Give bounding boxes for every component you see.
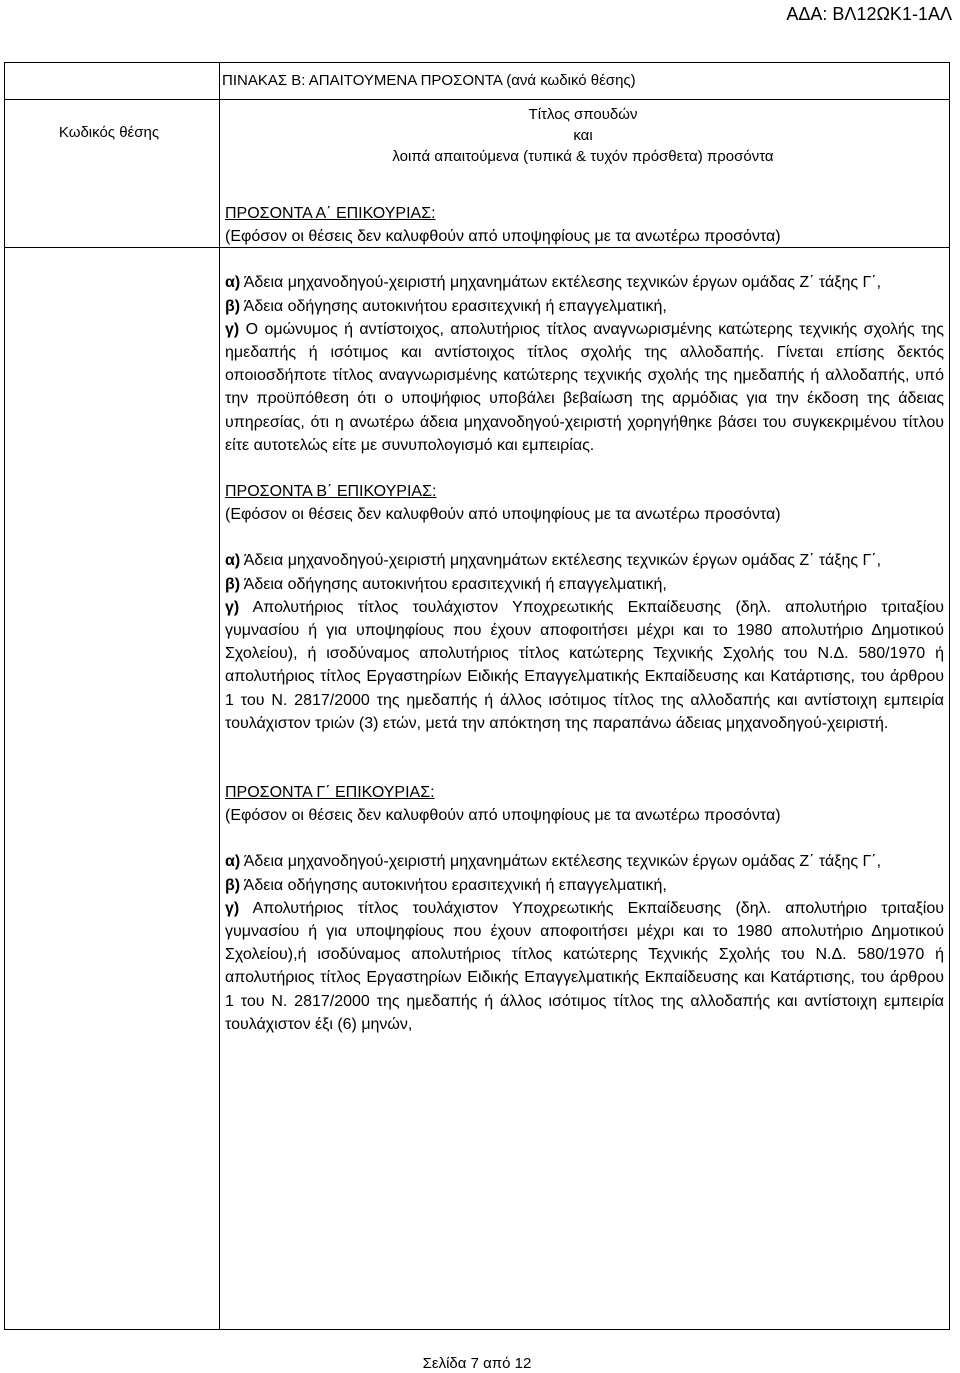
section-b-item-b [225,573,944,596]
column-header-qualifications [216,104,950,167]
item-label: β) [225,876,241,894]
section-a-item-b [225,295,944,318]
item-label: γ) [225,598,240,616]
section-b-item-c [225,596,944,735]
item-label: α) [225,274,241,292]
section-a-item-a [225,271,944,294]
item-label: α) [225,853,241,871]
item-label: γ) [225,899,240,917]
column-header-line-2: και [573,127,593,144]
item-text: Άδεια οδήγησης αυτοκινήτου ερασιτεχνική ή επαγγελματική, [240,297,667,315]
item-text: Άδεια μηχανοδηγού-χειριστή μηχανημάτων εκτέλεσης τεχνικών έργων ομάδας Ζ΄ τάξης Γ΄, [240,853,882,871]
section-c-note: (Εφόσον οι θέσεις δεν καλυφθούν από υποψηφίους με τα ανωτέρω προσόντα) [225,807,781,825]
page-footer [0,1355,960,1372]
page-number: Σελίδα 7 από 12 [422,1355,532,1372]
section-c-item-b [225,874,944,897]
column-header-line-1: Τίτλος σπουδών [528,106,638,123]
item-text: Ο ομώνυμος ή αντίστοιχος, απολυτήριος τίτλος αναγνωρισμένης κατώτερης τεχνικής σχολής της ημεδαπής ή ισότιμος και αντίστοιχος τίτλος σχολής της αλλοδαπής. Γίνεται επίσης δεκτός οποιοσδήποτε τίτλος αναγνωρισμένης κατώτερης τεχνικής σχολής της ημεδαπής ή αλλοδαπής, υπό την προϋπόθεση ότι ο υποψήφιος υποβάλει βεβαίωση της αρμόδιας για την έκδοση της άδειας υπηρεσίας, ότι η ανωτέρω άδεια μηχανοδηγού-χειριστή χορηγήθηκε βάσει του συγκεκριμένου τίτλου είτε αυτοτελώς είτε με συνυπολογισμό και εμπειρίας. [225,320,944,454]
item-text: Άδεια οδήγησης αυτοκινήτου ερασιτεχνική ή επαγγελματική, [240,876,667,894]
section-c-heading: ΠΡΟΣΟΝΤΑ Γ΄ ΕΠΙΚΟΥΡΙΑΣ: [225,784,435,802]
item-label: α) [225,552,241,570]
item-label: γ) [225,320,240,338]
section-b-note: (Εφόσον οι θέσεις δεν καλυφθούν από υποψηφίους με τα ανωτέρω προσόντα) [225,506,781,524]
table-title: ΠΙΝΑΚΑΣ Β: ΑΠΑΙΤΟΥΜΕΝΑ ΠΡΟΣΟΝΤΑ (ανά κωδικό θέσης) [222,72,636,89]
section-a-item-c [225,318,944,457]
row-divider-title [5,99,949,100]
ada-code: ΑΔΑ: ΒΛ12ΩΚ1-1ΑΛ [786,4,952,24]
section-b-item-a [225,549,944,572]
item-text: Άδεια μηχανοδηγού-χειριστή μηχανημάτων εκτέλεσης τεχνικών έργων ομάδας Ζ΄ τάξης Γ΄, [240,552,882,570]
column-header-line-3: λοιπά απαιτούμενα (τυπικά & τυχόν πρόσθετα) προσόντα [392,148,774,165]
item-text: Απολυτήριος τίτλος τουλάχιστον Υποχρεωτικής Εκπαίδευσης (δηλ. απολυτήριο τριταξίου γυμνασίου ή για υποψηφίους που έχουν αποφοιτήσει μέχρι και το 1980 απολυτήριο Δημοτικού Σχολείου), ή ισοδύναμος απολυτήριος τίτλος κατώτερης Τεχνικής Σχολής του Ν.Δ. 580/1970 ή απολυτήριος τίτλος Εργαστηρίων Ειδικής Επαγγελματικής Εκπαίδευσης και Κατάρτισης, του άρθρου 1 του Ν. 2817/2000 της ημεδαπής ή άλλος ισότιμος τίτλος της αλλοδαπής και αντίστοιχη εμπειρία τουλάχιστον τριών (3) ετών, μετά την απόκτηση της παραπάνω άδειας μηχανοδηγού-χειριστή. [225,598,944,732]
item-text: Απολυτήριος τίτλος τουλάχιστον Υποχρεωτικής Εκπαίδευσης (δηλ. απολυτήριο τριταξίου γυμνασίου ή για υποψηφίους που έχουν αποφοιτήσει μέχρι και το 1980 απολυτήριο Δημοτικού Σχολείου),ή ισοδύναμος απολυτήριος τίτλος κατώτερης Τεχνικής Σχολής του Ν.Δ. 580/1970 ή απολυτήριος τίτλος Εργαστηρίων Ειδικής Επαγγελματικής Εκπαίδευσης και Κατάρτισης, του άρθρου 1 του Ν. 2817/2000 της ημεδαπής ή άλλος ισότιμος τίτλος της αλλοδαπής και αντίστοιχη εμπειρία τουλάχιστον έξι (6) μηνών, [225,899,944,1033]
qualifications-cell [225,202,944,1036]
section-c-item-c [225,897,944,1036]
column-header-code: Κωδικός θέσης [58,124,160,141]
item-label: β) [225,575,241,593]
item-text: Άδεια οδήγησης αυτοκινήτου ερασιτεχνική ή επαγγελματική, [240,575,667,593]
item-text: Άδεια μηχανοδηγού-χειριστή μηχανημάτων εκτέλεσης τεχνικών έργων ομάδας Ζ΄ τάξης Γ΄, [240,274,882,292]
column-divider [219,63,220,1329]
section-a-note: (Εφόσον οι θέσεις δεν καλυφθούν από υποψηφίους με τα ανωτέρω προσόντα) [225,228,781,246]
section-a-heading: ΠΡΟΣΟΝΤΑ Α΄ ΕΠΙΚΟΥΡΙΑΣ: [225,205,436,222]
item-label: β) [225,297,241,315]
section-b-heading: ΠΡΟΣΟΝΤΑ Β΄ ΕΠΙΚΟΥΡΙΑΣ: [225,483,437,501]
section-c-item-a [225,850,944,873]
